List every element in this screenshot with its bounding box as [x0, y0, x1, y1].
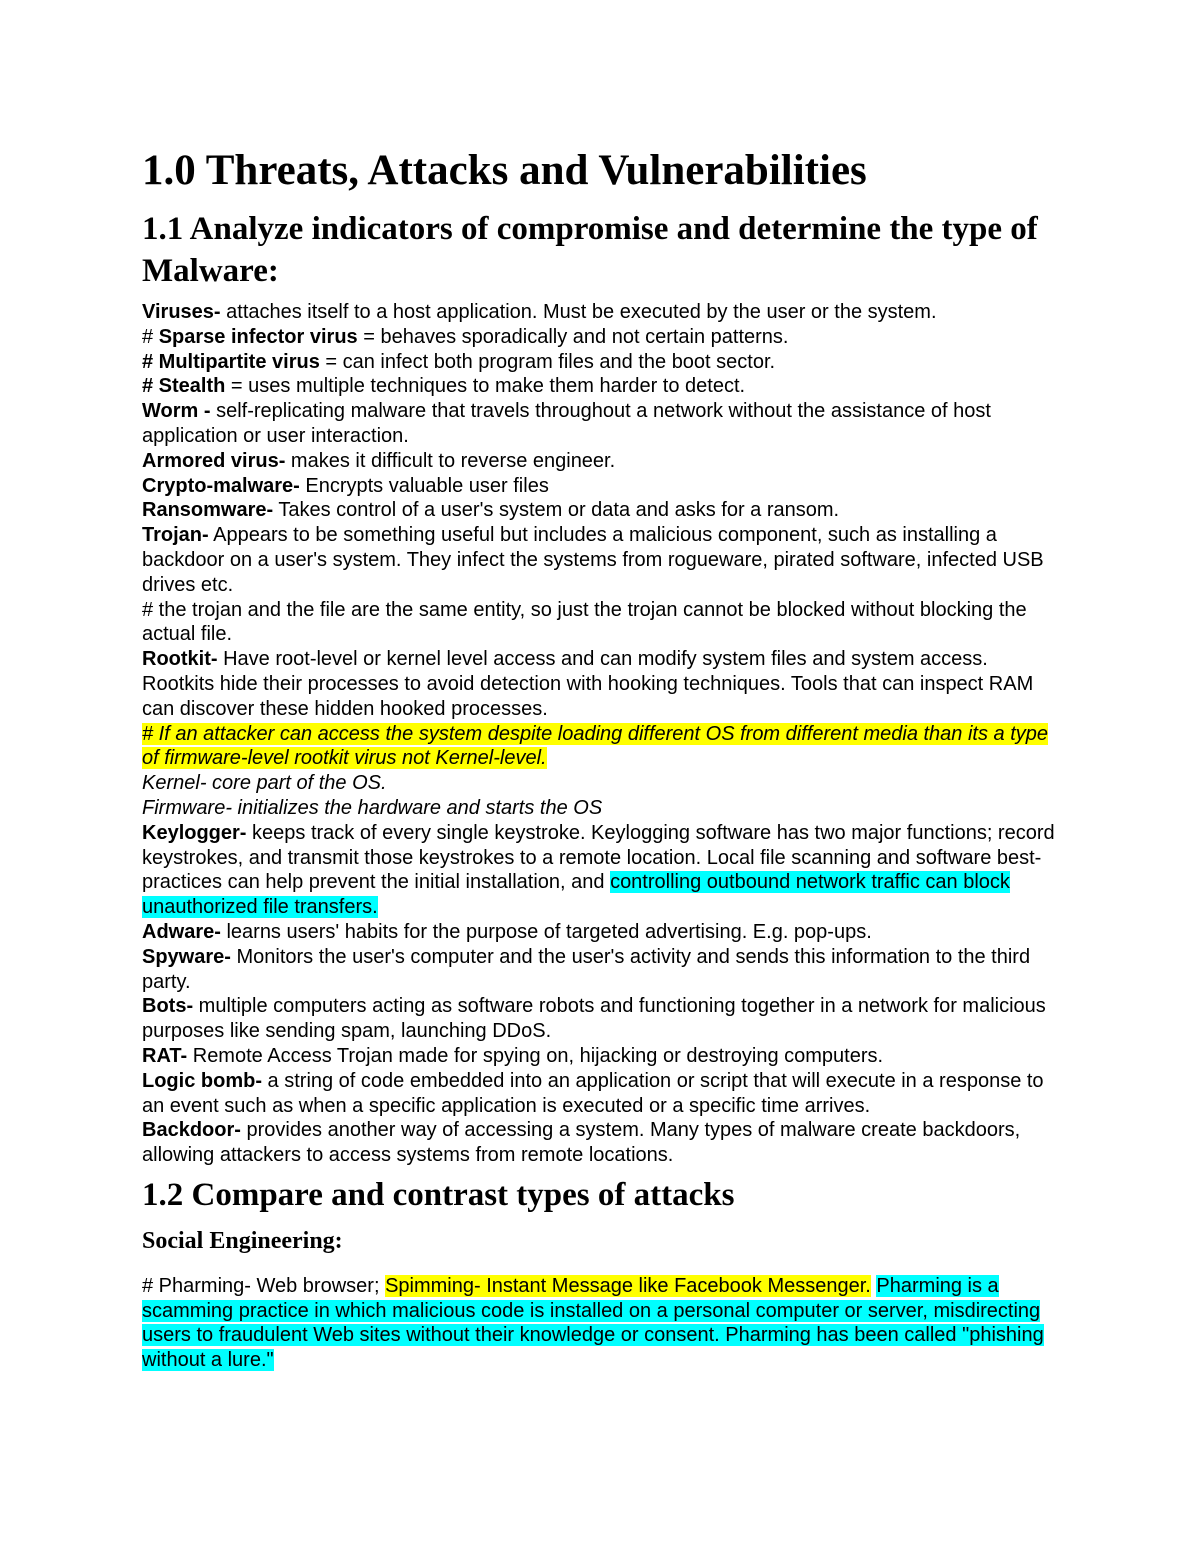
note-kernel [142, 771, 1062, 796]
entry-logic-bomb [142, 1069, 1062, 1119]
term-rat: RAT- [142, 1044, 188, 1067]
entry-adware [142, 920, 1062, 945]
entry-backdoor [142, 1118, 1062, 1168]
def-adware: learns users' habits for the purpose of targeted advertising. E.g. pop-ups. [220, 920, 872, 943]
def-spyware: Monitors the user's computer and the user's activity and sends this information to the third party. [142, 945, 1031, 993]
def-stealth: = uses multiple techniques to make them harder to detect. [225, 375, 746, 398]
entry-armored-virus [142, 449, 1062, 474]
term-sparse-infector: Sparse infector virus [158, 325, 358, 348]
entry-worm [142, 399, 1062, 449]
page-title: 1.0 Threats, Attacks and Vulnerabilities [142, 147, 867, 194]
term-backdoor: Backdoor- [142, 1119, 241, 1142]
entry-pharming [142, 1274, 1062, 1373]
term-viruses: Viruses- [142, 301, 221, 323]
def-armored-virus: makes it difficult to reverse engineer. [285, 449, 616, 472]
kernel-text: Kernel- core part of the OS. [142, 772, 387, 795]
subheading-social-engineering: Social Engineering: [142, 1227, 343, 1254]
term-multipartite: # Multipartite virus [142, 350, 320, 373]
def-viruses: attaches itself to a host application. Must be executed by the user or the system. [220, 301, 937, 323]
term-worm: Worm - [142, 400, 211, 423]
entry-sparse-infector [142, 325, 1062, 350]
entry-viruses [142, 300, 1062, 325]
def-ransomware: Takes control of a user's system or data and asks for a ransom. [273, 499, 840, 522]
def-crypto-malware: Encrypts valuable user files [299, 474, 549, 497]
term-armored-virus: Armored virus- [142, 449, 286, 472]
term-bots: Bots- [142, 995, 194, 1018]
term-adware: Adware- [142, 920, 221, 943]
entry-rootkit [142, 647, 1062, 721]
def-bots: multiple computers acting as software robots and functioning together in a network for malicious purposes like sending spam, launching DDoS. [142, 995, 1046, 1043]
term-keylogger: Keylogger- [142, 821, 247, 844]
entry-bots [142, 994, 1062, 1044]
def-rat: Remote Access Trojan made for spying on, hijacking or destroying computers. [187, 1044, 884, 1067]
pharming-lead: # Pharming- Web browser; [142, 1274, 386, 1297]
def-rootkit: Have root-level or kernel level access and can modify system files and system access. Rootkits hide their processes to avoid detection with hooking techniques. Tools that can inspect RAM can discover these hidden hooked processes. [142, 648, 1034, 720]
highlight-firmware-rootkit: # If an attacker can access the system despite loading different OS from different media than its a type of firmware-level rootkit virus not Kernel-level. [142, 722, 1049, 770]
document-body [142, 142, 1062, 1373]
entry-rat [142, 1044, 1062, 1069]
term-ransomware: Ransomware- [142, 499, 274, 522]
def-worm: self-replicating malware that travels throughout a network without the assistance of host application or user interaction. [142, 400, 991, 447]
entry-stealth [142, 374, 1062, 399]
def-logic-bomb: a string of code embedded into an application or script that will execute in a response to an event such as when a specific application is executed or a specific time arrives. [142, 1069, 1044, 1117]
def-keylogger: keeps track of every single keystroke. Keylogging software has two major functions; record keystrokes, and transmit those keystrokes to a remote location. Local file scanning and software best-practices can help prevent the initial installation, and [142, 821, 1055, 894]
def-trojan: Appears to be something useful but includes a malicious component, such as installing a backdoor on a user's system. They infect the systems from rogueware, pirated software, infected USB drives etc. [142, 524, 1044, 596]
entry-trojan [142, 523, 1062, 597]
term-crypto-malware: Crypto-malware- [142, 474, 300, 497]
note-firmware [142, 796, 1062, 821]
entry-multipartite [142, 350, 1062, 375]
entry-keylogger [142, 821, 1062, 920]
highlight-keylogger: controlling outbound network traffic can block unauthorized file transfers. [142, 871, 1010, 919]
entry-ransomware [142, 498, 1062, 523]
term-spyware: Spyware- [142, 945, 231, 968]
section-heading-1-1: 1.1 Analyze indicators of compromise and determine the type of Malware: [142, 211, 1038, 289]
highlight-pharming: Pharming is a scamming practice in which malicious code is installed on a personal computer or server, misdirecting users to fraudulent Web sites without their knowledge or consent. Pharming has been called "phishing without a lure." [142, 1274, 1044, 1372]
term-trojan: Trojan- [142, 524, 209, 547]
highlight-spimming: Spimming- Instant Message like Facebook Messenger. [385, 1274, 871, 1297]
hash-prefix: # [142, 325, 159, 348]
note-trojan: # the trojan and the file are the same entity, so just the trojan cannot be blocked without blocking the actual file. [142, 598, 1027, 646]
entry-crypto-malware [142, 474, 1062, 499]
entry-spyware [142, 945, 1062, 995]
note-firmware-rootkit [142, 722, 1062, 772]
term-rootkit: Rootkit- [142, 648, 218, 671]
def-backdoor: provides another way of accessing a system. Many types of malware create backdoors, allowing attackers to access systems from remote locations. [142, 1119, 1021, 1167]
section-heading-1-2: 1.2 Compare and contrast types of attacks [142, 1176, 735, 1213]
firmware-text: Firmware- initializes the hardware and starts the OS [142, 796, 603, 819]
term-stealth: # Stealth [142, 375, 226, 398]
def-sparse-infector: = behaves sporadically and not certain patterns. [357, 325, 789, 348]
term-logic-bomb: Logic bomb- [142, 1069, 262, 1092]
def-multipartite: = can infect both program files and the boot sector. [319, 350, 776, 373]
